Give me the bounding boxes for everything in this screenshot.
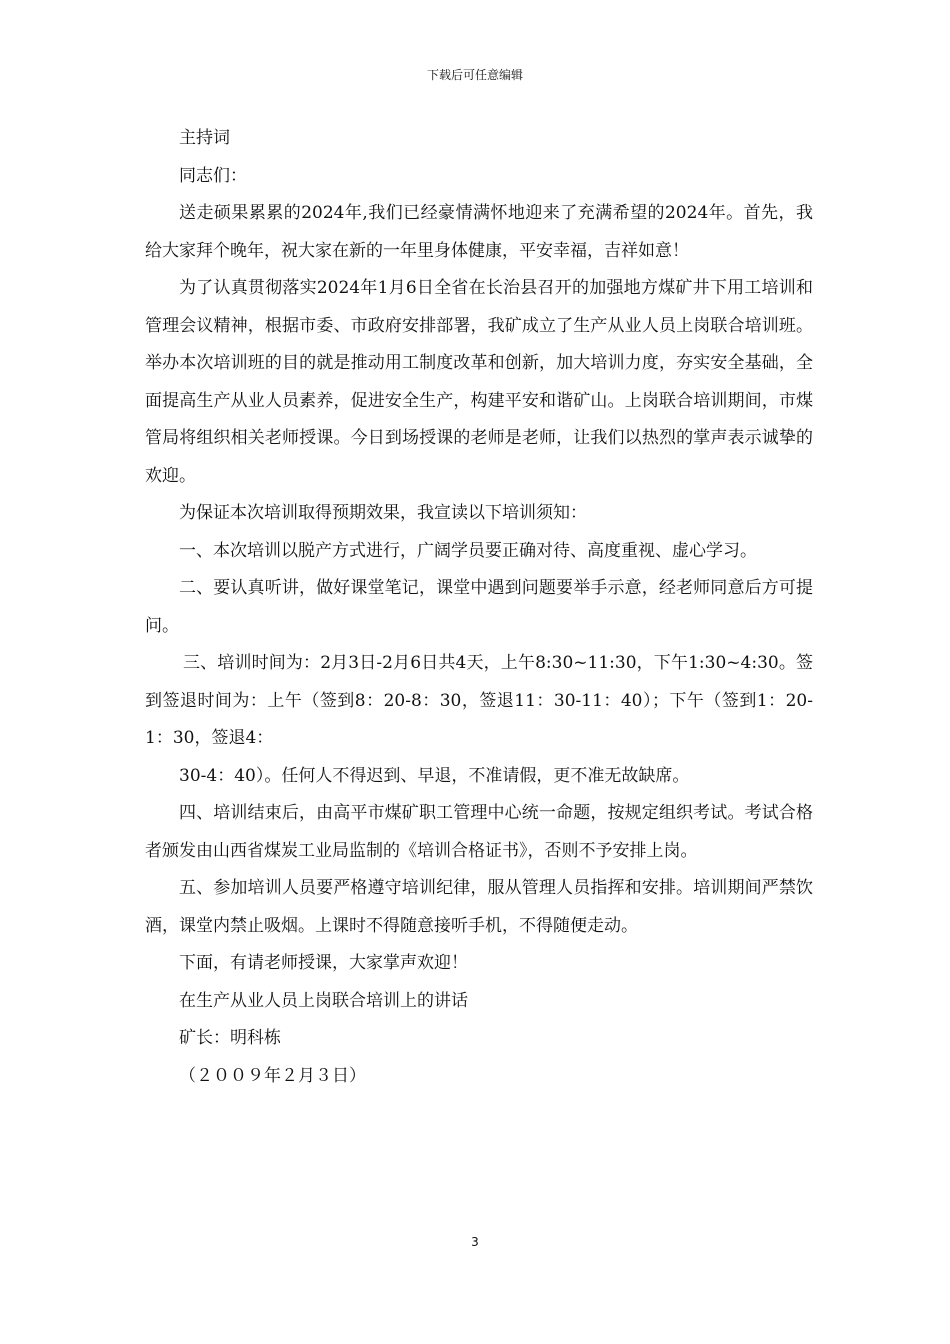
page-number: 3	[471, 1235, 479, 1249]
notice-item-5: 五、参加培训人员要严格遵守培训纪律，服从管理人员指挥和安排。培训期间严禁饮酒，课堂内禁止吸烟。上课时不得随意接听手机，不得随便走动。	[145, 878, 813, 936]
notice-item-3: 三、培训时间为：2月3日-2月6日共4天，上午8:30~11:30，下午1:30~4:30。签到签退时间为：上午（签到8：20-8：30，签退11：30-11：40）；下午（签到1：20-1：30，签退4：	[145, 653, 813, 748]
page-header: 下载后可任意编辑	[426, 68, 523, 82]
paragraph-purpose: 为了认真贯彻落实2024年1月6日全省在长治县召开的加强地方煤矿井下用工培训和管理会议精神，根据市委、市政府安排部署，我矿成立了生产从业人员上岗联合培训班。举办本次培训班的目的就是推动用工制度改革和创新，加大培训力度，夯实安全基础，全面提高生产从业人员素养，促进安全生产，构建平安和谐矿山。上岗联合培训期间，市煤管局将组织相关老师授课。今日到场授课的老师是老师，让我们以热烈的掌声表示诚挚的欢迎。	[145, 278, 813, 486]
paragraph-notice-intro: 为保证本次培训取得预期效果，我宣读以下培训须知：	[179, 503, 587, 523]
document-title: 主持词	[179, 128, 230, 148]
speech-date: （２００９年２月３日）	[179, 1065, 366, 1086]
speech-title: 在生产从业人员上岗联合培训上的讲话	[179, 990, 468, 1011]
closing-line: 下面，有请老师授课，大家掌声欢迎！	[179, 953, 468, 973]
paragraph-new-year: 送走硕果累累的2024年,我们已经豪情满怀地迎来了充满希望的2024年。首先，我给大家拜个晚年，祝大家在新的一年里身体健康，平安幸福，吉祥如意！	[145, 203, 813, 261]
notice-item-3-continued: 30-4：40）。任何人不得迟到、早退，不准请假，更不准无故缺席。	[179, 765, 690, 786]
greeting: 同志们：	[179, 165, 247, 186]
speaker-line: 矿长：明科栋	[179, 1028, 281, 1048]
notice-item-4: 四、培训结束后，由高平市煤矿职工管理中心统一命题，按规定组织考试。考试合格者颁发由山西省煤炭工业局监制的《培训合格证书》，否则不予安排上岗。	[145, 803, 813, 861]
document-body	[145, 120, 813, 1095]
notice-item-2: 二、要认真听讲，做好课堂笔记，课堂中遇到问题要举手示意，经老师同意后方可提问。	[145, 578, 813, 636]
notice-item-1: 一、本次培训以脱产方式进行，广阔学员要正确对待、高度重视、虚心学习。	[179, 540, 757, 561]
